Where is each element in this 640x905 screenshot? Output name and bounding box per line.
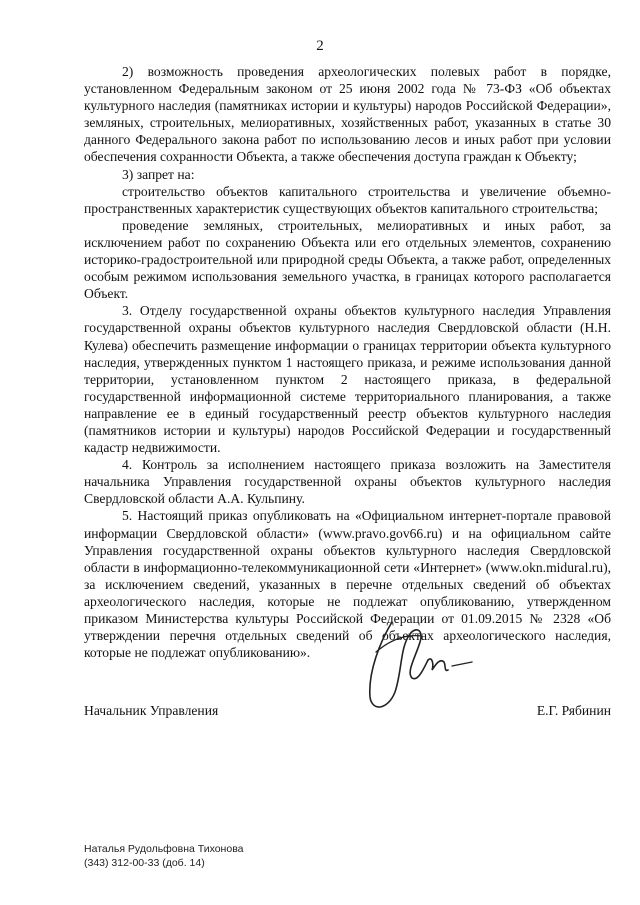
paragraph-point-3: 3. Отделу государственной охраны объектов культурного наследия Управления государственной охраны объектов культурного наследия Свердловской области (Н.Н. Кулева) обеспечить размещение информации о границах территории объекта культурного наследия, утвержденных пунктом 1 настоящего приказа, и режиме использования данной территории, установленном пунктом 2 настоящего приказа, в федеральной государственной информационной системе территориального планирования, а также направление ее в единый государственный реестр объектов культурного наследия (памятников истории и культуры) народов Российской Федерации и государственный кадастр недвижимости.	[84, 303, 611, 456]
document-body	[84, 63, 611, 661]
signature-row	[84, 703, 611, 723]
executor-footer	[84, 842, 244, 870]
signer-name: Е.Г. Рябинин	[536, 703, 611, 718]
signer-position: Начальник Управления	[84, 703, 219, 718]
executor-phone: (343) 312-00-33 (доб. 14)	[84, 857, 205, 869]
paragraph-item-3-heading: 3) запрет на:	[122, 166, 195, 182]
page-number: 2	[316, 38, 324, 54]
paragraph-point-4: 4. Контроль за исполнением настоящего приказа возложить на Заместителя начальника Управления государственной охраны объектов культурного наследия Свердловской области А.А. Кульпину.	[84, 457, 611, 507]
executor-name: Наталья Рудольфовна Тихонова	[84, 843, 244, 855]
paragraph-item-2: 2) возможность проведения археологических полевых работ в порядке, установленном Федеральным законом от 25 июня 2002 года № 73-ФЗ «Об объектах культурного наследия (памятниках истории и культуры) народов Российской Федерации», земляных, строительных, мелиоративных, хозяйственных работ, указанных в статье 30 данного Федерального закона работ по использованию лесов и иных работ при условии обеспечения сохранности Объекта, а также обеспечения доступа граждан к Объекту;	[84, 64, 611, 165]
paragraph-point-5: 5. Настоящий приказ опубликовать на «Официальном интернет-портале правовой информации Свердловской области» (www.pravo.gov66.ru) и на официальном сайте Управления государственной охраны объектов культурного наследия Свердловской области в информационно-телекоммуникационной сети «Интернет» (www.okn.midural.ru), за исключением сведений, указанных в перечне отдельных сведений об объектах археологического наследия, которые не подлежат опубликованию, утвержденном приказом Министерства культуры Российской Федерации от 01.09.2015 № 2328 «Об утверждении перечня отдельных сведений об объектах археологического наследия, которые не подлежат опубликованию».	[84, 508, 611, 661]
paragraph-ban-construction: строительство объектов капитального строительства и увеличение объемно-пространственных характеристик существующих объектов капитального строительства;	[84, 183, 611, 216]
paragraph-ban-works: проведение земляных, строительных, мелиоративных и иных работ, за исключением работ по сохранению Объекта или его отдельных элементов, сохранению историко-градостроительной или природной среды Объекта, а также работ, определенных особым режимом использования земельного участка, в границах которого располагается Объект.	[84, 217, 611, 302]
